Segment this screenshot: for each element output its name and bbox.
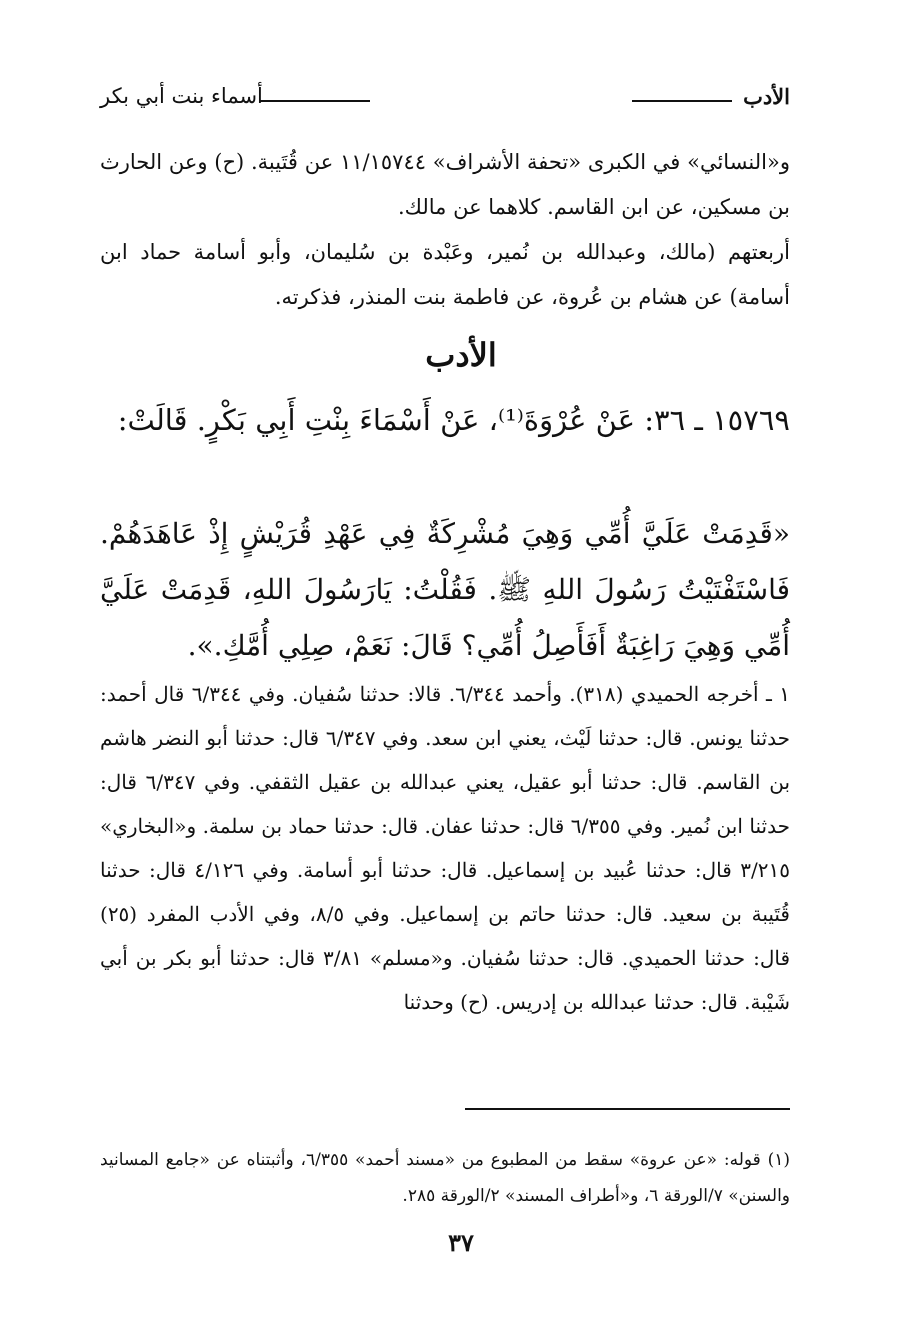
running-head bbox=[100, 78, 790, 118]
hadith-header: ١٥٧٦٩ ـ ٣٦: عَنْ عُرْوَةَ⁽¹⁾، عَنْ أَسْمَاءَ بِنْتِ أَبِي بَكْرٍ. قَالَتْ: bbox=[117, 403, 790, 437]
takhrij-text: ١ ـ أخرجه الحميدي (٣١٨). وأحمد ٦/٣٤٤. قالا: حدثنا سُفيان. وفي ٦/٣٤٤ قال أحمد: حدثنا يونس. قال: حدثنا لَيْث، يعني ابن سعد. وفي ٦/٣٤٧ قال: حدثنا أبو النضر هاشم بن القاسم. قال: حدثنا أبو عقيل، يعني عبدالله بن عقيل الثقفي. وفي ٦/٣٤٧ قال: حدثنا ابن نُمير. وفي ٦/٣٥٥ قال: حدثنا عفان. قال: حدثنا حماد بن سلمة. و«البخاري» ٣/٢١٥ قال: حدثنا عُبيد بن إسماعيل. قال: حدثنا أبو أسامة. وفي ٤/١٢٦ قال: حدثنا قُتَيبة بن سعيد. قال: حدثنا حاتم بن إسماعيل. وفي ٨/٥، وفي الأدب المفرد (٢٥) قال: حدثنا الحميدي. قال: حدثنا سُفيان. و«مسلم» ٣/٨١ قال: حدثنا أبو بكر بن أبي شَيْبة. قال: حدثنا عبدالله بن إدريس. (ح) وحدثنا bbox=[100, 682, 791, 1014]
footnote: (١) قوله: «عن عروة» سقط من المطبوع من «مسند أحمد» ٦/٣٥٥، وأثبتناه عن «جامع المسانيد والسنن» ٧/الورقة ٦، و«أطراف المسند» ٢/الورقة ٢٨٥. bbox=[100, 1150, 790, 1206]
section-title: الأدب bbox=[425, 336, 497, 374]
running-head-narrator: أسماء بنت أبي بكر bbox=[100, 84, 263, 108]
intro-paragraph: و«النسائي» في الكبرى «تحفة الأشراف» ١١/١٥٧٤٤ عن قُتَيبة. (ح) وعن الحارث بن مسكين، عن ابن القاسم. كلاهما عن مالك. bbox=[100, 150, 790, 219]
intro-paragraph: أربعتهم (مالك، وعبدالله بن نُمير، وعَبْدة بن سُليمان، وأبو أسامة حماد ابن أسامة) عن هشام بن عُروة، عن فاطمة بنت المنذر، فذكرته. bbox=[100, 240, 790, 309]
intro-text bbox=[100, 140, 790, 320]
hadith-text: «قَدِمَتْ عَلَيَّ أُمِّي وَهِيَ مُشْرِكَةٌ فِي عَهْدِ قُرَيْشٍ إِذْ عَاهَدَهُمْ. فَاسْتَفْتَيْتُ رَسُولَ اللهِ ﷺ. فَقُلْتُ: يَارَسُولَ اللهِ، قَدِمَتْ عَلَيَّ أُمِّي وَهِيَ رَاغِبَةٌ أَفَأَصِلُ أُمِّي؟ قَالَ: نَعَمْ، صِلِي أُمَّكِ.». bbox=[100, 517, 790, 662]
page-number: ٣٧ bbox=[448, 1228, 474, 1257]
running-head-rule bbox=[260, 100, 370, 102]
footnote-separator bbox=[465, 1108, 790, 1110]
running-head-chapter: الأدب bbox=[743, 84, 790, 109]
running-head-rule bbox=[632, 100, 732, 102]
